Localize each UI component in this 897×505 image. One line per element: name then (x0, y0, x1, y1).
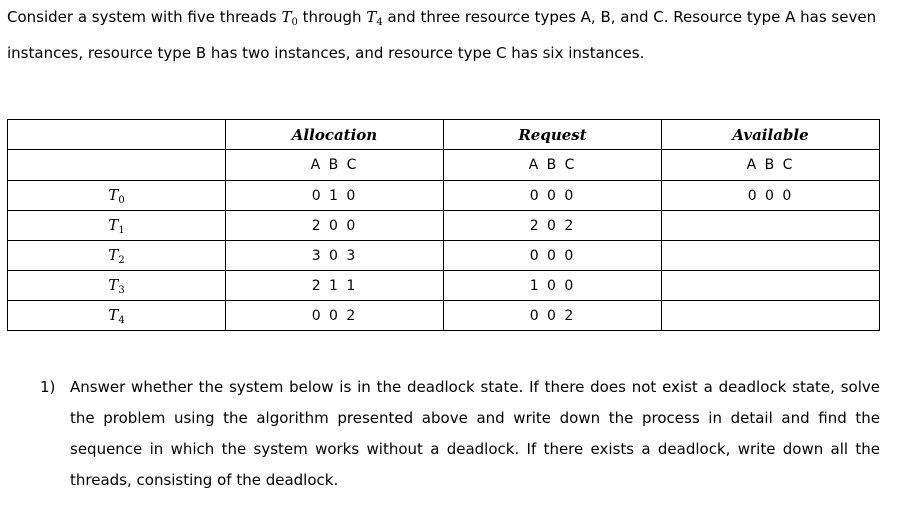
intro-text-3: and three resource types A, B, and C. Resource type A has seven instances, resource type B has two instances, and resource type C has six instances. (7, 8, 877, 62)
allocation-cell: 2 1 1 (226, 271, 444, 301)
allocation-cell: 2 0 0 (226, 211, 444, 241)
available-cell (662, 271, 880, 301)
table-row (8, 211, 880, 241)
available-cell (662, 241, 880, 271)
table-row (8, 181, 880, 211)
question-item (40, 372, 880, 496)
request-cell: 0 0 2 (444, 301, 662, 331)
thread-symbol-first: $T_0$ (281, 8, 298, 28)
allocation-cell: 0 1 0 (226, 181, 444, 211)
thread-cell: $T_4$ (8, 301, 226, 331)
table-row (8, 241, 880, 271)
request-cell: 2 0 2 (444, 211, 662, 241)
intro-text-2: through (297, 8, 367, 26)
header-allocation: Allocation (226, 120, 444, 150)
header-thread (8, 120, 226, 150)
question-text: Answer whether the system below is in the deadlock state. If there does not exist a deadlock state, solve the problem using the algorithm presented above and write down the process in detail and find the sequence in which the system works without a deadlock. If there exists a deadlock, write down all the threads, consisting of the deadlock. (70, 378, 880, 489)
header-request: Request (444, 120, 662, 150)
table-row (8, 301, 880, 331)
table-subheader-row (8, 150, 880, 181)
thread-cell: $T_3$ (8, 271, 226, 301)
allocation-cell: 0 0 2 (226, 301, 444, 331)
thread-cell: $T_2$ (8, 241, 226, 271)
request-cell: 0 0 0 (444, 181, 662, 211)
subheader-request: A B C (444, 150, 662, 181)
header-available: Available (662, 120, 880, 150)
subheader-available: A B C (662, 150, 880, 181)
available-cell (662, 211, 880, 241)
question-number: 1) (40, 378, 56, 396)
intro-text-1: Consider a system with five threads (7, 8, 282, 26)
request-cell: 1 0 0 (444, 271, 662, 301)
resource-table (7, 119, 880, 331)
subheader-thread (8, 150, 226, 181)
intro-paragraph (7, 2, 891, 69)
table-header-row (8, 120, 880, 150)
available-cell: 0 0 0 (662, 181, 880, 211)
request-cell: 0 0 0 (444, 241, 662, 271)
allocation-cell: 3 0 3 (226, 241, 444, 271)
available-cell (662, 301, 880, 331)
thread-cell: $T_1$ (8, 211, 226, 241)
thread-cell: $T_0$ (8, 181, 226, 211)
subheader-allocation: A B C (226, 150, 444, 181)
thread-symbol-last: $T_4$ (366, 8, 383, 28)
table-row (8, 271, 880, 301)
